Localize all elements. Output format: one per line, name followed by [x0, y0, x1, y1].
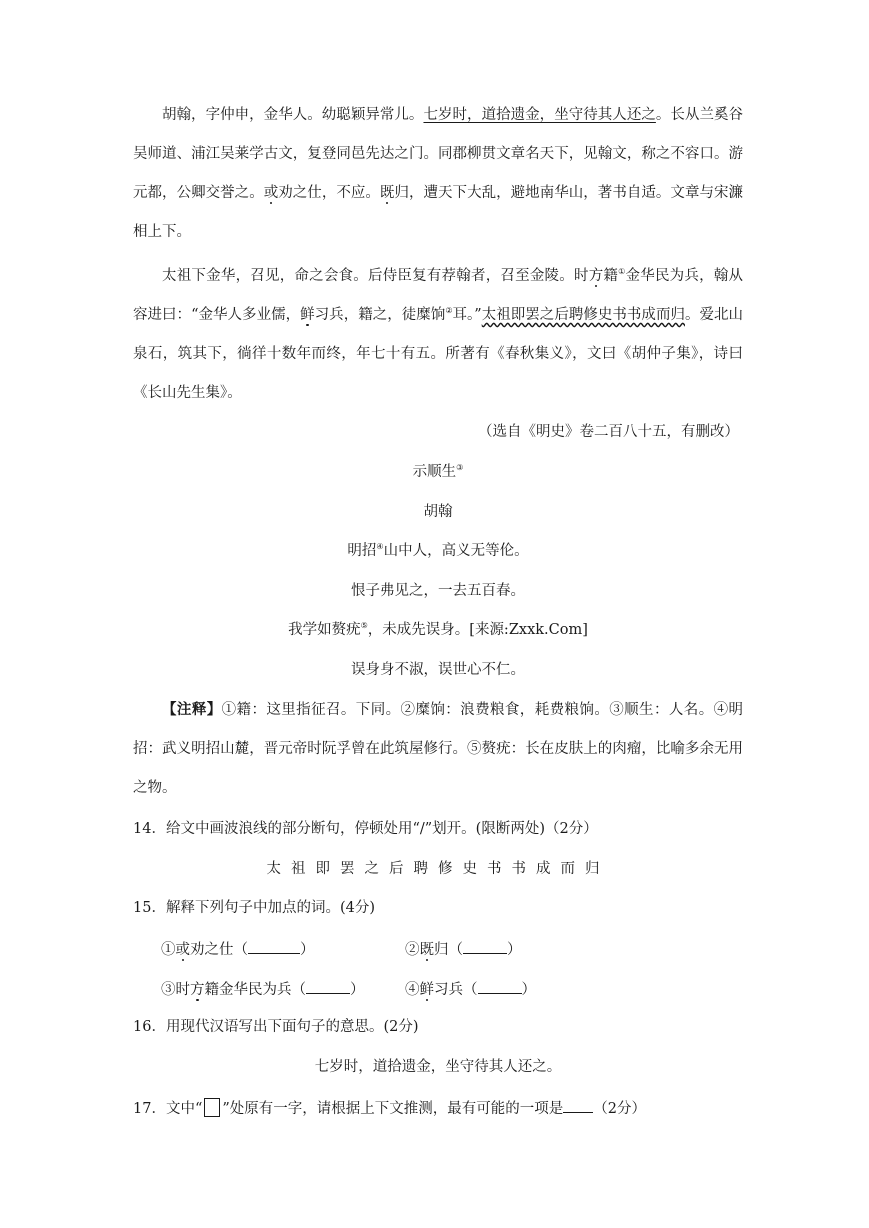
dotted-char-ji: 既: [379, 185, 395, 201]
dotted-char-fang: 方: [588, 268, 604, 284]
answer-blank[interactable]: [463, 938, 507, 954]
question-15-item-4: ④鲜习兵（ ）: [405, 978, 536, 1000]
poem-line-4: 误身身不淑，误世心不仁。: [351, 662, 525, 678]
underlined-sentence: 七岁时，道拾遗金，坐守待其人还之: [423, 107, 656, 123]
answer-blank[interactable]: [478, 978, 522, 994]
question-14: 14．给文中画波浪线的部分断句，停顿处用“/”划开。(限断两处)（2分）: [133, 821, 598, 837]
poem-author: 胡翰: [423, 504, 453, 520]
question-14-sentence: 太祖即罢之后聘修史书书成而归: [266, 861, 610, 877]
missing-character-box: [204, 1098, 220, 1117]
answer-blank[interactable]: [306, 978, 350, 994]
biography-paragraph-2: 太祖下金华，召见，命之会食。后侍臣复有荐翰者，召至金陵。时方籍①金华民为兵，翰从容进曰：“金华人多业儒，鲜习兵，籍之，徒糜饷②耳。”太祖即罢之后聘修史书书成而归。爱北山泉石，筑其下，徜徉十数年而终，年七十有五。所著有《春秋集义》，文曰《胡仲子集》，诗曰《长山先生集》。: [133, 267, 744, 401]
answer-blank[interactable]: [248, 938, 300, 954]
question-15: 15．解释下列句子中加点的词。(4分): [133, 900, 375, 916]
dotted-char-xian: 鲜: [300, 307, 315, 323]
poem-title: 示顺生③: [412, 463, 464, 480]
source-citation: （选自《明史》卷二百八十五，有删改）: [478, 424, 739, 440]
question-16: 16．用现代汉语写出下面句子的意思。(2分): [133, 1019, 419, 1035]
answer-blank[interactable]: [563, 1097, 593, 1113]
question-16-sentence: 七岁时，道拾遗金，坐守待其人还之。: [314, 1059, 562, 1075]
question-17: 17．文中“ ”处原有一字，请根据上下文推测，最有可能的一项是 （2分）: [133, 1097, 646, 1119]
question-15-item-1: ①或劝之仕（ ）: [161, 938, 315, 960]
question-15-item-3: ③时方籍金华民为兵（ ）: [161, 978, 365, 1000]
poem-line-2: 恨子弗见之，一去五百春。: [351, 583, 525, 599]
poem-line-1: 明招④山中人，高义无等伦。: [347, 542, 529, 559]
poem-line-3: 我学如赘疣⑤，未成先误身。[来源:Zxxk.Com]: [288, 621, 588, 638]
question-15-item-2: ②既归（ ）: [405, 938, 522, 960]
annotation-notes: 【注释】①籍：这里指征召。下同。②糜饷：浪费粮食，耗费粮饷。③顺生：人名。④明招：武义明招山麓，晋元帝时阮孚曾在此筑屋修行。⑤赘疣：长在皮肤上的肉瘤，比喻多余无用之物。: [133, 701, 744, 796]
wavy-underlined-sentence: 太祖即罢之后聘修史书书成而归: [481, 307, 685, 323]
dotted-char-huo: 或: [263, 185, 279, 201]
biography-paragraph-1: 胡翰，字仲申，金华人。幼聪颖异常儿。七岁时，道拾遗金，坐守待其人还之。长从兰奚谷吴师道、浦江吴莱学古文，复登同邑先达之门。同郡柳贯文章名天下，见翰文，称之不容口。游元都，公卿交誉之。或劝之仕，不应。既归，遭天下大乱，避地南华山，著书自适。文章与宋濂相上下。: [133, 107, 744, 240]
